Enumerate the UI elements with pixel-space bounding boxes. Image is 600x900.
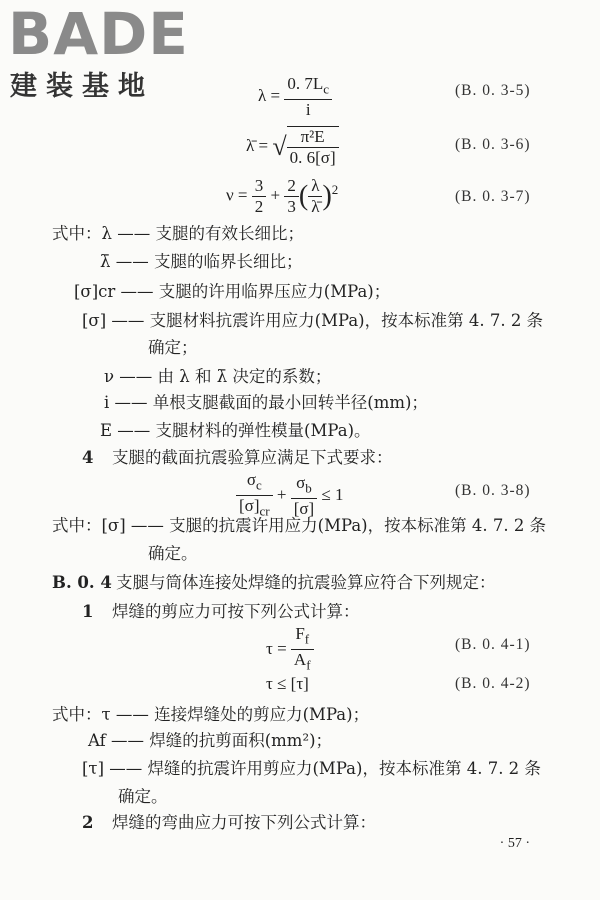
section-number: B. 0. 4 [52,573,112,592]
definition-line: λ̄ —— 支腿的临界长细比； [100,252,303,271]
definition-line: 式中：λ —— 支腿的有效长细比； [52,224,304,243]
definition-line: ν —— 由 λ 和 λ̄ 决定的系数； [104,367,332,386]
logo-subtitle: 建装基地 [10,71,154,102]
logo-brand: BADE [8,0,189,68]
definition-line: 式中：[σ] —— 支腿的抗震许用应力(MPa)，按本标准第 4. 7. 2 条 [52,516,547,535]
item-text: 支腿的截面抗震验算应满足下式要求： [112,448,393,467]
item-number: 2 [82,813,94,832]
section-text: 支腿与筒体连接处焊缝的抗震验算应符合下列规定： [116,573,496,592]
equation-number: (B. 0. 3-5) [455,82,531,99]
definition-line: i —— 单根支腿截面的最小回转半径(mm)； [104,393,428,412]
equation-b038: $\frac{\sigma_c}{[\sigma]_{cr}}$ + $\frac{\sigma_b}{[\sigma]}$ ≤ 1 [236,470,344,522]
equation-b042: τ ≤ [τ] [266,674,309,693]
definition-line: [σ]cr —— 支腿的许用临界压应力(MPa)； [74,282,391,301]
equation-b037: ν = $\frac{3}{2}$ + $\frac{2}{3}$ ( $\frac{\lambda}{\lambdā}$ )$^2$ [226,176,339,216]
equation-number: (B. 0. 3-7) [455,188,531,205]
item-text: 焊缝的剪应力可按下列公式计算： [112,602,360,621]
definition-line: [σ] —— 支腿材料抗震许用应力(MPa)，按本标准第 4. 7. 2 条 [82,311,544,330]
equation-b041: τ = $\frac{F_f}{A_f}$ [266,624,314,676]
definition-line: [τ] —— 焊缝的抗震许用剪应力(MPa)，按本标准第 4. 7. 2 条 [82,759,541,778]
equation-number: (B. 0. 3-6) [455,136,531,153]
item-text: 焊缝的弯曲应力可按下列公式计算： [112,813,376,832]
item-number: 1 [82,602,94,621]
definition-line: Af —— 焊缝的抗剪面积(mm²)； [88,731,333,750]
equation-number: (B. 0. 3-8) [455,482,531,499]
equation-b035: λ = $\frac{0. 7L_c}{i}$ [258,74,332,120]
definition-line-cont: 确定。 [118,787,168,806]
equation-number: (B. 0. 4-1) [455,636,531,653]
definition-line-cont: 确定。 [148,544,198,563]
definition-line: E —— 支腿材料的弹性模量(MPa)。 [100,421,371,440]
definition-line-cont: 确定； [148,338,198,357]
equation-b036: λ̄ = √ $\frac{\text{π²E}}{0. 6[\sigma]}$ [246,126,339,168]
page-number: · 57 · [499,836,530,851]
definition-line: 式中：τ —— 连接焊缝处的剪应力(MPa)； [52,705,370,724]
equation-number: (B. 0. 4-2) [455,675,531,692]
item-number: 4 [82,448,94,467]
